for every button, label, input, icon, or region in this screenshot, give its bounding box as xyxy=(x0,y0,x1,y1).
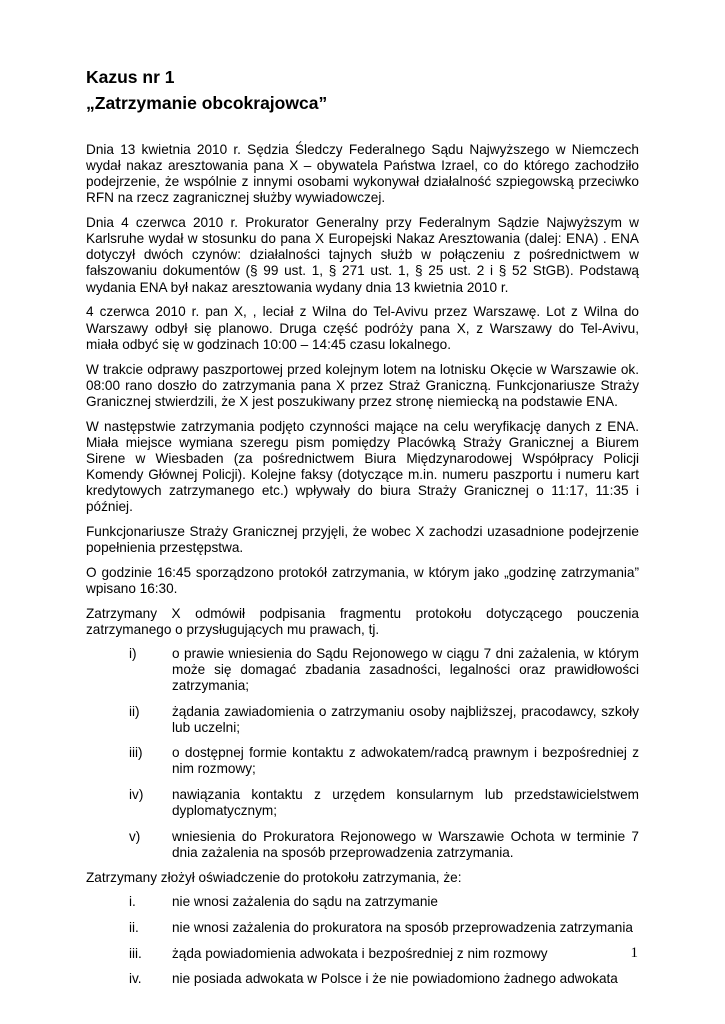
paragraph: Dnia 13 kwietnia 2010 r. Sędzia Śledczy Federalnego Sądu Najwyższego w Niemczech wydał nakaz aresztowania pana X – obywatela Państwa Izrael, co do którego zachodziło podejrzenie, że wspólnie z innymi osobami wykonywał działalność szpiegowską przeciwko RFN na rzecz zagranicznej służby wywiadowczej. xyxy=(86,142,639,206)
page-number: 1 xyxy=(630,945,638,961)
list-text: o dostępnej formie kontaktu z adwokatem/radcą prawnym i bezpośredniej z nim rozmowy; xyxy=(172,745,639,777)
list-item xyxy=(86,971,639,987)
list-item xyxy=(86,829,639,861)
list-number: i) xyxy=(129,645,137,661)
paragraph: 4 czerwca 2010 r. pan X, , leciał z Wilna do Tel-Avivu przez Warszawę. Lot z Wilna do Warszawy odbył się planowo. Druga część podróży pana X, z Warszawy do Tel-Avivu, miała odbyć się w godzinach 10:00 – 14:45 czasu lokalnego. xyxy=(86,304,639,352)
list-item xyxy=(86,894,639,910)
list-item xyxy=(86,745,639,777)
list-number: iv) xyxy=(129,787,144,803)
list-text: nawiązania kontaktu z urzędem konsularnym lub przedstawicielstwem dyplomatycznym; xyxy=(172,787,639,819)
document-body xyxy=(86,64,639,997)
paragraph: W trakcie odprawy paszportowej przed kolejnym lotem na lotnisku Okęcie w Warszawie ok. 08:00 rano doszło do zatrzymania pana X przez Straż Graniczną. Funkcjonariusze Straży Granicznej stwierdzili, że X jest poszukiwany przez stronę niemiecką na podstawie ENA. xyxy=(86,361,639,409)
list-number: v) xyxy=(129,828,141,844)
paragraph: Dnia 4 czerwca 2010 r. Prokurator Generalny przy Federalnym Sądzie Najwyższym w Karlsruhe wydał w stosunku do pana X Europejski Nakaz Aresztowania (dalej: ENA) . ENA dotyczył dwóch czynów: działalności tajnych służb w połączeniu z pośrednictwem w fałszowaniu dokumentów (§ 99 ust. 1, § 271 ust. 1, § 25 ust. 2 i § 52 StGB). Podstawą wydania ENA był nakaz aresztowania wydany dnia 13 kwietnia 2010 r. xyxy=(86,215,639,295)
list-text: o prawie wniesienia do Sądu Rejonowego w ciągu 7 dni zażalenia, w którym może się domagać zbadania zasadności, legalności oraz prawidłowości zatrzymania; xyxy=(172,645,639,694)
list-number: ii) xyxy=(129,703,140,719)
paragraph: W następstwie zatrzymania podjęto czynności mające na celu weryfikację danych z ENA. Miała miejsce wymiana szeregu pism pomiędzy Placówką Straży Granicznej a Biurem Sirene w Wiesbaden (za pośrednictwem Biura Międzynarodowej Współpracy Policji Komendy Głównej Policji). Kolejne faksy (dotyczące m.in. numeru paszportu i numeru kart kredytowych zatrzymanego etc.) wpływały do biura Straży Granicznej o 11:17, 11:35 i później. xyxy=(86,418,639,515)
list-text: żąda powiadomienia adwokata i bezpośredniej z nim rozmowy xyxy=(172,945,548,961)
rights-list xyxy=(86,646,639,861)
list-number: iv. xyxy=(129,971,142,987)
list-number: iii) xyxy=(129,745,143,761)
list-number: iii. xyxy=(129,945,142,961)
list-text: nie posiada adwokata w Polsce i że nie powiadomiono żadnego adwokata xyxy=(172,971,618,987)
statement-list xyxy=(86,894,639,987)
paragraph: Zatrzymany złożył oświadczenie do protokołu zatrzymania, że: xyxy=(86,870,462,886)
list-item xyxy=(86,646,639,694)
list-text: nie wnosi zażalenia do sądu na zatrzymanie xyxy=(172,894,438,910)
list-text: żądania zawiadomienia o zatrzymaniu osoby najbliższej, pracodawcy, szkoły lub uczelni; xyxy=(172,703,639,735)
list-item xyxy=(86,704,639,736)
paragraph: O godzinie 16:45 sporządzono protokół zatrzymania, w którym jako „godzinę zatrzymania” wpisano 16:30. xyxy=(86,564,639,597)
list-number: i. xyxy=(129,894,136,910)
case-subtitle: „Zatrzymanie obcokrajowca” xyxy=(86,93,328,113)
list-item xyxy=(86,946,639,962)
list-text: nie wnosi zażalenia do prokuratora na sposób przeprowadzenia zatrzymania xyxy=(172,920,633,936)
list-item xyxy=(86,920,639,936)
list-item xyxy=(86,787,639,819)
list-number: ii. xyxy=(129,920,139,936)
paragraph: Zatrzymany X odmówił podpisania fragmentu protokołu dotyczącego pouczenia zatrzymanego o przysługujących mu prawach, tj. xyxy=(86,605,639,638)
case-title: Kazus nr 1 xyxy=(86,67,175,87)
paragraph: Funkcjonariusze Straży Granicznej przyjęli, że wobec X zachodzi uzasadnione podejrzenie popełnienia przestępstwa. xyxy=(86,523,639,556)
list-text: wniesienia do Prokuratora Rejonowego w Warszawie Ochota w terminie 7 dnia zażalenia na sposób przeprowadzenia zatrzymania. xyxy=(172,828,639,860)
